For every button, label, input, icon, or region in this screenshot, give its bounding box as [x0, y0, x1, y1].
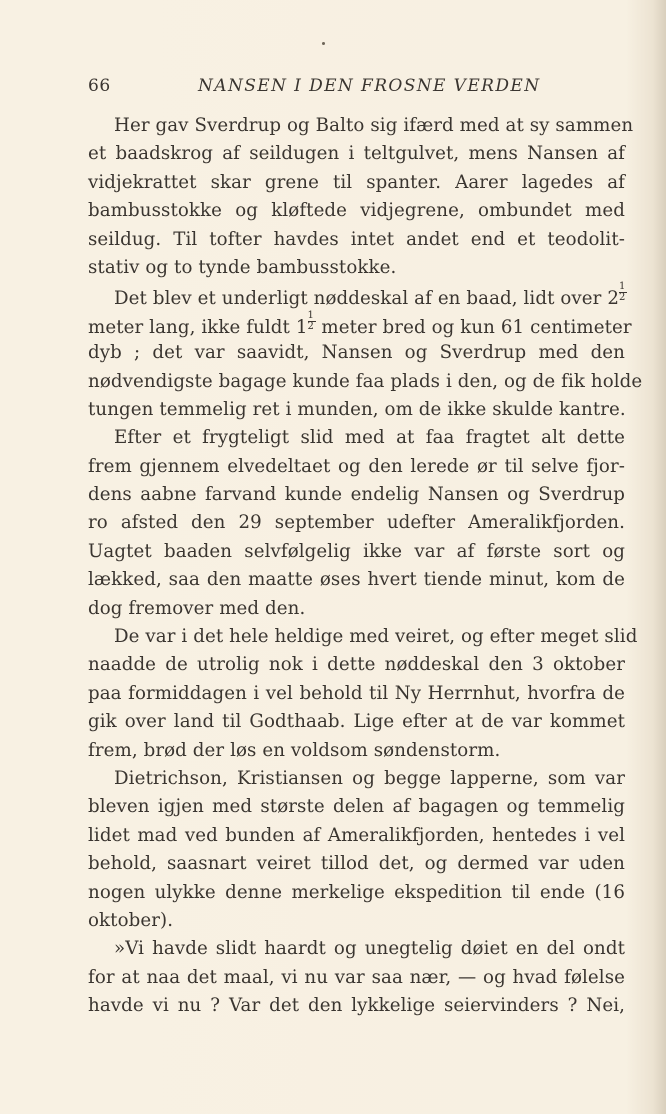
fraction-half	[308, 311, 316, 332]
text-line: stativ og to tynde bambusstokke.	[88, 256, 397, 278]
text-line: bambusstokke og kløftede vidjegrene, ombundet med	[88, 200, 625, 222]
text-line: oktober).	[88, 909, 174, 931]
text-line: behold, saasnart veiret tillod det, og dermed var uden	[88, 853, 625, 875]
page-number: 66	[88, 76, 111, 96]
running-title: NANSEN I DEN FROSNE VERDEN	[198, 76, 541, 96]
body-text	[88, 112, 643, 1021]
fraction-numerator: 1	[307, 309, 314, 321]
text-segment: meter bred og kun 61 centimeter	[315, 316, 632, 338]
text-line: seildug. Til tofter havdes intet andet end et teodolit-	[88, 228, 625, 250]
text-line: lidet mad ved bunden af Ameralikfjorden, hentedes i vel	[88, 824, 625, 846]
text-line: nødvendigste bagage kunde faa plads i den, og de fik holde	[88, 370, 643, 392]
fraction-denominator: 2	[307, 320, 314, 332]
fraction-half	[619, 282, 627, 303]
text-line	[88, 282, 625, 310]
text-line: Her gav Sverdrup og Balto sig ifærd med at sy sammen	[114, 115, 634, 136]
ink-speck	[322, 42, 325, 45]
text-line: for at naa det maal, vi nu var saa nær, — og hvad følelse	[88, 966, 625, 988]
text-line: havde vi nu ? Var det den lykkelige seiervinders ? Nei,	[88, 995, 625, 1017]
text-line: ro afsted den 29 september udefter Ameralikfjorden.	[88, 512, 625, 534]
text-line: Dietrichson, Kristiansen og begge lapperne, som var	[114, 767, 625, 789]
text-line: et baadskrog af seildugen i teltgulvet, mens Nansen af	[88, 143, 625, 165]
fraction-denominator: 2	[619, 292, 626, 304]
text-line: lækked, saa den maatte øses hvert tiende minut, kom de	[88, 569, 625, 591]
text-line	[88, 309, 632, 339]
text-line: vidjekrattet skar grene til spanter. Aarer lagedes af	[88, 171, 625, 193]
text-line: nogen ulykke denne merkelige ekspedition til ende (16	[88, 881, 625, 903]
page-header	[88, 76, 628, 100]
text-line: De var i det hele heldige med veiret, og efter meget slid	[114, 626, 638, 648]
text-line: bleven igjen med største delen af bagagen og temmelig	[88, 796, 625, 818]
text-line: frem gjennem elvedeltaet og den lerede ør til selve fjor-	[88, 455, 625, 477]
text-line: naadde de utrolig nok i dette nøddeskal den 3 oktober	[88, 654, 625, 676]
text-line: dyb ; det var saavidt, Nansen og Sverdrup med den	[88, 342, 625, 364]
text-line: dog fremover med den.	[88, 597, 306, 619]
text-line: tungen temmelig ret i munden, om de ikke skulde kantre.	[88, 398, 626, 420]
fraction-numerator: 1	[619, 281, 626, 293]
text-segment: meter lang, ikke fuldt 1	[88, 316, 308, 338]
text-line: paa formiddagen i vel behold til Ny Herrnhut, hvorfra de	[88, 682, 625, 704]
text-line: frem, brød der løs en voldsom søndenstorm.	[88, 739, 501, 761]
text-line: dens aabne farvand kunde endelig Nansen og Sverdrup	[88, 484, 625, 506]
text-line: gik over land til Godthaab. Lige efter at de var kommet	[88, 711, 625, 733]
text-segment: Det blev et underligt nøddeskal af en baad, lidt over 2	[114, 288, 620, 310]
text-line: Efter et frygteligt slid med at faa fragtet alt dette	[114, 427, 625, 449]
text-line: Uagtet baaden selvfølgelig ikke var af første sort og	[88, 540, 625, 562]
text-line: »Vi havde slidt haardt og unegtelig døiet en del ondt	[114, 938, 625, 960]
